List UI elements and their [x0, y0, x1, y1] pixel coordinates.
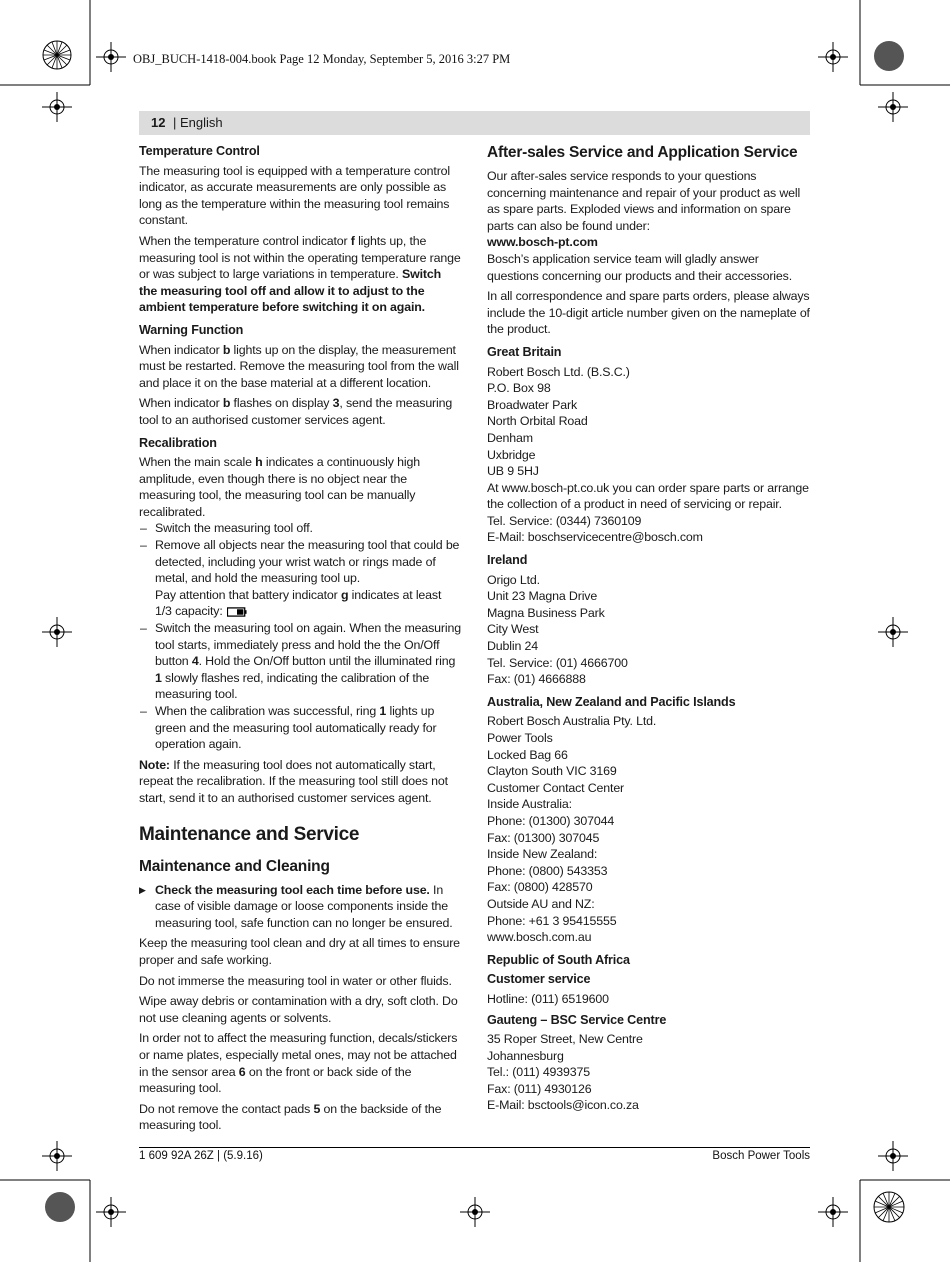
- address-line: Robert Bosch Ltd. (B.S.C.): [487, 364, 630, 379]
- address-line: E-Mail: boschservicecentre@bosch.com: [487, 530, 703, 545]
- paragraph: In all correspondence and spare parts orders, please always include the 10-digit article number given on the nameplate of the product.: [487, 289, 810, 337]
- list-item: – When the calibration was successful, ring 1 lights up green and the measuring tool automatically ready for operation again.: [139, 703, 461, 753]
- page-number: 12: [151, 115, 166, 130]
- address-line: Fax: (0800) 428570: [487, 880, 593, 895]
- list-item: – Switch the measuring tool on again. When the measuring tool starts, immediately press and hold the the On/Off button 4. Hold the On/Off button until the illuminated ring 1 slowly flashes red, indicating the calibration of the measuring tool.: [139, 620, 461, 703]
- density-dot-icon: [44, 1191, 76, 1223]
- header-language: [173, 115, 223, 130]
- address-line: Tel. Service: (01) 4666700: [487, 655, 628, 670]
- section-title: Warning Function: [139, 322, 244, 337]
- page-header: [139, 111, 810, 135]
- starburst-icon: [873, 1191, 905, 1223]
- address-line: Clayton South VIC 3169: [487, 764, 617, 779]
- address-line: 35 Roper Street, New Centre: [487, 1032, 643, 1047]
- starburst-icon: [42, 40, 72, 70]
- paragraph: In order not to affect the measuring function, decals/stickers or name plates, especially metal ones, may not be attached in the sensor area 6 on the front or back side of the measuring tool.: [139, 1031, 458, 1096]
- battery-icon: [227, 607, 247, 617]
- subsection-label: Customer service: [487, 972, 591, 987]
- list-item: – Remove all objects near the measuring tool that could be detected, including your wrist watch or rings made of metal, and hold the measuring tool up. Pay attention that battery indicator g indicates at least 1/3 capacity:: [139, 537, 461, 620]
- address-line: Origo Ltd.: [487, 572, 540, 587]
- right-column: [487, 143, 810, 1118]
- address-line: City West: [487, 622, 539, 637]
- left-column: [139, 143, 461, 1138]
- address-block: [487, 991, 810, 1008]
- crosshair-icon: [818, 42, 848, 72]
- address-line: At www.bosch-pt.co.uk you can order spare parts or arrange the collection of a product in need of servicing or repair.: [487, 480, 809, 512]
- density-dot-icon: [873, 40, 905, 72]
- crosshair-icon: [878, 1141, 908, 1171]
- list-item: – Switch the measuring tool off.: [139, 520, 461, 537]
- footer-brand: Bosch Power Tools: [712, 1150, 810, 1162]
- address-line: Fax: (01) 4666888: [487, 672, 586, 687]
- paragraph: The measuring tool is equipped with a temperature control indicator, as accurate measurements are only possible as long as the temperature within the measuring tool remains constant.: [139, 163, 451, 228]
- address-block: [487, 713, 810, 945]
- address-line: P.O. Box 98: [487, 381, 551, 396]
- address-line: North Orbital Road: [487, 414, 588, 429]
- country-title: Australia, New Zealand and Pacific Islands: [487, 694, 736, 709]
- crosshair-icon: [42, 92, 72, 122]
- note: Note: If the measuring tool does not automatically start, repeat the recalibration. If the measuring tool still does not start, send it to an authorised customer services agent.: [139, 757, 448, 805]
- crosshair-icon: [878, 92, 908, 122]
- address-line: E-Mail: bsctools@icon.co.za: [487, 1098, 639, 1113]
- address-line: UB 9 5HJ: [487, 464, 539, 479]
- address-line: Customer Contact Center: [487, 780, 625, 795]
- crosshair-icon: [96, 1197, 126, 1227]
- address-line: Broadwater Park: [487, 397, 578, 412]
- header-language-label: English: [180, 115, 223, 130]
- paragraph: When indicator b lights up on the display, the measurement must be restarted. Remove the measuring tool from the wall and place it on the base material at a different location.: [139, 342, 459, 390]
- address-line: Johannesburg: [487, 1048, 564, 1063]
- address-line: Inside New Zealand:: [487, 847, 598, 862]
- address-line: Robert Bosch Australia Pty. Ltd.: [487, 714, 657, 729]
- address-line: Denham: [487, 430, 533, 445]
- paragraph: Do not immerse the measuring tool in water or other fluids.: [139, 973, 452, 988]
- country-title: Great Britain: [487, 344, 562, 359]
- paragraph: Our after-sales service responds to your questions concerning maintenance and repair of your product as well as spare parts. Exploded views and information on spare parts can also be found under:: [487, 169, 801, 233]
- address-line: Inside Australia:: [487, 797, 572, 812]
- address-line: Fax: (011) 4930126: [487, 1081, 592, 1096]
- address-block: [487, 364, 810, 547]
- address-line: Hotline: (011) 6519600: [487, 991, 609, 1006]
- address-line: Phone: (0800) 543353: [487, 863, 608, 878]
- address-line: Locked Bag 66: [487, 747, 568, 762]
- paragraph: Do not remove the contact pads 5 on the backside of the measuring tool.: [139, 1101, 442, 1133]
- footer-rule: [139, 1147, 810, 1148]
- address-line: Magna Business Park: [487, 605, 605, 620]
- address-line: Outside AU and NZ:: [487, 896, 595, 911]
- list-item: ▶ Check the measuring tool each time before use. In case of visible damage or loose components inside the measuring tool, safe function can no longer be ensured.: [139, 882, 461, 932]
- subsection-label: Gauteng – BSC Service Centre: [487, 1012, 667, 1027]
- section-title: Temperature Control: [139, 144, 260, 158]
- crosshair-icon: [878, 617, 908, 647]
- crosshair-icon: [42, 1141, 72, 1171]
- subsection-title: Maintenance and Cleaning: [139, 857, 330, 875]
- print-slug: OBJ_BUCH-1418-004.book Page 12 Monday, September 5, 2016 3:27 PM: [133, 52, 511, 66]
- header-separator: |: [173, 115, 180, 130]
- address-line: Power Tools: [487, 731, 553, 745]
- website-link[interactable]: www.bosch-pt.com: [487, 235, 598, 250]
- footer-code: 1 609 92A 26Z | (5.9.16): [139, 1150, 263, 1162]
- address-block: [487, 572, 810, 688]
- paragraph: When the main scale h indicates a continuously high amplitude, even though there is no object near the measuring tool, the measuring tool can be manually recalibrated.: [139, 455, 420, 519]
- paragraph: When indicator b flashes on display 3, send the measuring tool to an authorised customer services agent.: [139, 396, 453, 427]
- warning-list: [139, 882, 461, 932]
- crosshair-icon: [42, 617, 72, 647]
- subsection-title: After-sales Service and Application Service: [487, 144, 798, 161]
- chapter-title: Maintenance and Service: [139, 823, 360, 845]
- paragraph: Keep the measuring tool clean and dry at all times to ensure proper and safe working.: [139, 936, 460, 967]
- address-line: www.bosch.com.au: [487, 930, 592, 945]
- address-line: Phone: (01300) 307044: [487, 813, 615, 828]
- address-line: Tel. Service: (0344) 7360109: [487, 513, 642, 528]
- address-line: Tel.: (011) 4939375: [487, 1065, 591, 1080]
- country-title: Ireland: [487, 553, 528, 568]
- crosshair-icon: [96, 42, 126, 72]
- paragraph: Bosch’s application service team will gladly answer questions concerning our products and their accessories.: [487, 251, 792, 283]
- address-line: Uxbridge: [487, 447, 536, 462]
- country-title: Republic of South Africa: [487, 952, 630, 967]
- crosshair-icon: [818, 1197, 848, 1227]
- paragraph: Wipe away debris or contamination with a dry, soft cloth. Do not use cleaning agents or solvents.: [139, 994, 458, 1025]
- address-block: [487, 1031, 810, 1114]
- address-line: Fax: (01300) 307045: [487, 830, 600, 845]
- section-title: Recalibration: [139, 435, 217, 450]
- step-list: [139, 520, 461, 752]
- paragraph: When the temperature control indicator f lights up, the measuring tool is not within the operating temperature range or was subject to large variations in temperature. Switch the measuring tool off and allow it to adjust to the ambient temperature before switching it on again.: [139, 233, 461, 315]
- address-line: Phone: +61 3 95415555: [487, 913, 617, 928]
- address-line: Unit 23 Magna Drive: [487, 589, 598, 604]
- crosshair-icon: [460, 1197, 490, 1227]
- address-line: Dublin 24: [487, 639, 539, 654]
